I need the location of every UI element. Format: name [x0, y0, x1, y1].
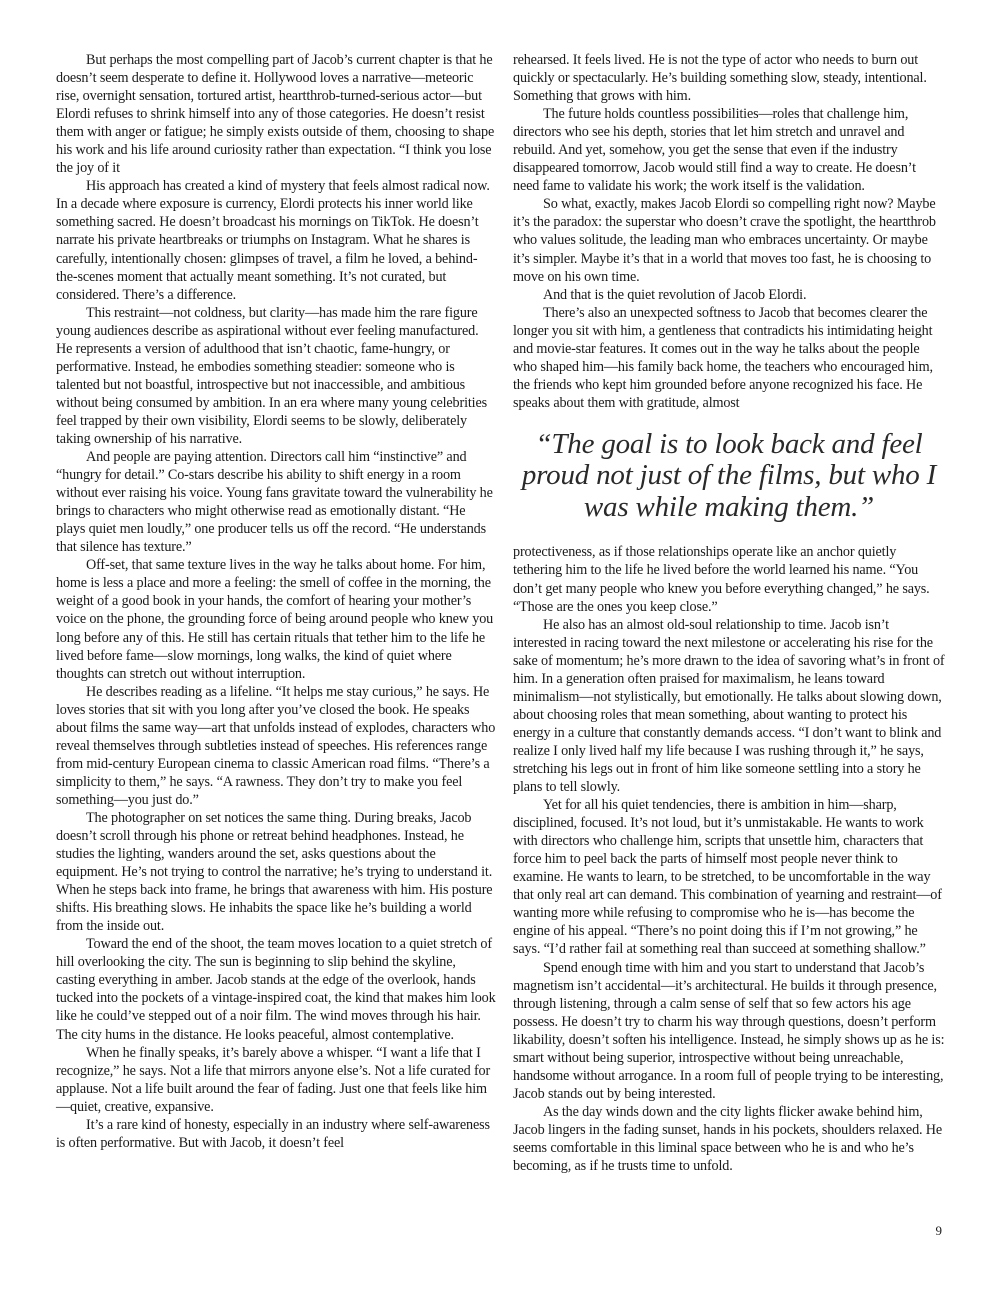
left-column [56, 51, 496, 1152]
paragraph: But perhaps the most compelling part of Jacob’s current chapter is that he doesn’t seem desperate to define it. Hollywood loves a narrative—meteoric rise, overnight sensation, tortured artist, heartthrob-turned-serious actor—but Elordi refuses to shrink himself into any of those categories. He doesn’t resist them with anger or fatigue; he simply exists outside of them, choosing to shape his work and his life around curiosity rather than expectation. “I think you lose the joy of it [56, 52, 495, 177]
page-number: 9 [935, 1223, 942, 1238]
paragraph: Yet for all his quiet tendencies, there is ambition in him—sharp, disciplined, focused. It’s not loud, but it’s unmistakable. He wants to work with directors who challenge him, scripts that unsettle him, characters that force him to peel back the parts of himself most people never think to examine. He wants to learn, to be stretched, to be uncomfortable in the way that only real art can demand. This combination of yearning and restraint—of wanting more while refusing to compromise who he is—has become the engine of his appeal. “There’s no point doing this if I’m not growing,” he says. “I’d rather fail at something real than succeed at something shallow.” [513, 797, 942, 958]
pull-quote: “The goal is to look back and feel proud not just of the films, but who I was while making them.” [521, 427, 937, 523]
paragraph: He describes reading as a lifeline. “It helps me stay curious,” he says. He loves stories that sit with you long after you’ve closed the book. He speaks about films the same way—art that unfolds instead of explodes, characters who reveal themselves through subtleties instead of speeches. His references range from mid-century European cinema to classic American road films. “There’s a simplicity to them,” he says. “A rawness. They don’t try to make you feel something—you just do.” [56, 683, 496, 808]
paragraph: Off-set, that same texture lives in the way he talks about home. For him, home is less a place and more a feeling: the smell of coffee in the morning, the weight of a good book in your hands, the comfort of hearing your mother’s voice on the phone, the grounding force of being around people who knew you long before any of this. He still has certain rituals that tether him to the life he lived before fame—slow mornings, long walks, the kind of quiet where thoughts can stretch out without interruption. [56, 557, 494, 682]
paragraph: The photographer on set notices the same thing. During breaks, Jacob doesn’t scroll through his phone or retreat behind headphones. Instead, he studies the lighting, wanders around the set, asks questions about the equipment. He’s not trying to control the narrative; he’s trying to understand it. When he steps back into frame, he brings that awareness with him. His posture shifts. His breathing slows. He inhabits the space like he’s building a world from the inside out. [56, 809, 493, 935]
paragraph: This restraint—not coldness, but clarity—has made him the rare figure young audiences describe as aspirational without ever feeling manufactured. He represents a version of adulthood that isn’t chaotic, fame-hungry, or performative. Instead, he embodies something steadier: someone who is talented but not boastful, introspective but not inaccessible, and ambitious without being consumed by ambition. In an era where many young celebrities feel trapped by their own visibility, Elordi seems to be slowly, deliberately taking ownership of his narrative. [56, 304, 487, 447]
paragraph: So what, exactly, makes Jacob Elordi so compelling right now? Maybe it’s the paradox: the superstar who doesn’t crave the spotlight, the heartthrob who values solitude, the leading man who embraces uncertainty. Or maybe it’s simpler. Maybe it’s that in a world that moves too fast, he is choosing to move on his own time. [513, 196, 936, 285]
paragraph: When he finally speaks, it’s barely above a whisper. “I want a life that I recognize,” he says. Not a life that mirrors anyone else’s. Not a life curated for applause. Not a life built around the fear of fading. Just one that feels like him—quiet, creative, expansive. [56, 1044, 491, 1115]
paragraph: Spend enough time with him and you start to understand that Jacob’s magnetism isn’t accidental—it’s architectural. He builds it through presence, through listening, through a calm sense of self that so few actors his age possess. He doesn’t try to charm his way through questions, doesn’t perform likability, doesn’t soften his intelligence. Instead, he simply shows up as he is: smart without being superior, introspective without being unreachable, handsome without arrogance. In a room full of people trying to be interesting, Jacob stands out by being interested. [513, 959, 945, 1102]
paragraph: And that is the quiet revolution of Jacob Elordi. [543, 286, 807, 303]
paragraph: There’s also an unexpected softness to Jacob that becomes clearer the longer you sit with him, a gentleness that contradicts his intimidating height and movie-star features. It comes out in the way he talks about the people who shaped him—his family back home, the teachers who encouraged him, the friends who kept him grounded before anyone recognized his face. He speaks about them with gratitude, almost [513, 304, 933, 411]
paragraph: rehearsed. It feels lived. He is not the type of actor who needs to burn out quickly or spectacularly. He’s building something slow, steady, intentional. Something that grows with him. [513, 52, 927, 105]
paragraph: He also has an almost old-soul relationship to time. Jacob isn’t interested in racing toward the next milestone or accelerating his rise for the sake of momentum; he’s more drawn to the idea of savoring what’s in front of him. In a generation often praised for maximalism, he leans toward minimalism—not stylistically, but emotionally. He talks about slowing down, about choosing roles that mean something, about wanting to protect his energy in a culture that constantly demands access. “I don’t want to blink and realize I only lived half my life because I was rushing through it,” he says, stretching his legs out in front of him like someone settling into a story he plans to tell slowly. [513, 616, 945, 796]
paragraph: And people are paying attention. Directors call him “instinctive” and “hungry for detail.” Co-stars describe his ability to shift energy in a room without ever raising his voice. Young fans gravitate toward the vulnerability he brings to characters who might otherwise read as emotionally distant. “He plays quiet men loudly,” one producer tells us off the record. “He understands that silence has texture.” [56, 449, 493, 556]
paragraph: His approach has created a kind of mystery that feels almost radical now. In a decade where exposure is currency, Elordi protects his inner world like something sacred. He doesn’t broadcast his mornings on TikTok. He doesn’t narrate his private heartbreaks or triumphs on Instagram. What he shares is carefully, intentionally chosen: glimpses of travel, a film he loved, a behind-the-scenes moment that actually meant something. It’s not curated, but considered. There’s a difference. [56, 178, 490, 303]
paragraph: The future holds countless possibilities—roles that challenge him, directors who see his depth, stories that let him stretch and unravel and rebuild. And yet, somehow, you get the sense that even if the industry disappeared tomorrow, Jacob would still find a way to create. He doesn’t need fame to validate his work; the work itself is the validation. [513, 106, 916, 195]
paragraph: protectiveness, as if those relationships operate like an anchor quietly tethering him to the life he lived before the world learned his name. “You don’t get many people who knew you before everything changed,” he says. “Those are the ones you keep close.” [513, 544, 930, 615]
right-column [513, 51, 945, 1175]
paragraph: As the day winds down and the city lights flicker awake behind him, Jacob lingers in the fading sunset, hands in his pockets, shoulders relaxed. He seems comfortable in this liminal space between who he is and who he’s becoming, as if he trusts time to unfold. [513, 1103, 943, 1175]
paragraph: It’s a rare kind of honesty, especially in an industry where self-awareness is often performative. But with Jacob, it doesn’t feel [56, 1116, 490, 1151]
paragraph: Toward the end of the shoot, the team moves location to a quiet stretch of hill overlooking the city. The sun is beginning to slip behind the skyline, casting everything in amber. Jacob stands at the edge of the overlook, hands tucked into the pockets of a vintage-inspired coat, the kind that makes him look like he could’ve stepped out of a noir film. The wind moves through his hair. The city hums in the distance. He looks peaceful, almost contemplative. [56, 936, 496, 1043]
